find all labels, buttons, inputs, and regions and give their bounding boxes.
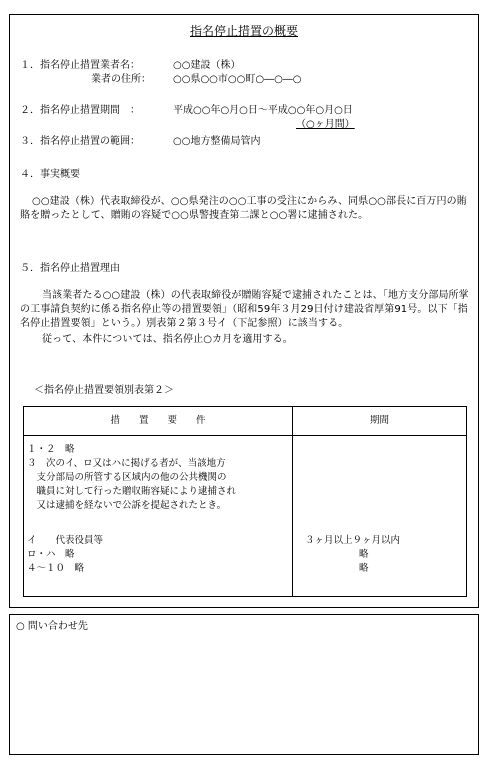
contact-label: ○ 問い合わせ先 [16, 621, 88, 632]
item1-value: ○○建設（株） [173, 60, 241, 71]
item5-text1: 当該業者たる○○建設（株）の代表取締役が贈賄容疑で逮捕されたことは、「地方支分部局所掌の工事請負契約に係る指名停止等の措置要領」（昭和59年３月29日付け建設省厚第91号。以下「指名停止措置要領」という。）別表第２第３号イ（下記参照）に該当する。 [20, 290, 469, 329]
req-line: 職員に対して行った贈収賄容疑により逮捕され [27, 486, 237, 497]
header-requirements: 措 置 要 件 [24, 407, 293, 436]
requirements-table [23, 406, 467, 597]
item5-text2: 従って、本件については、指名停止○カ月を適用する。 [42, 334, 293, 345]
req-line: ３ 次のイ、ロ又はハに掲げる者が、当該地方 [27, 458, 226, 469]
table-row [24, 436, 467, 597]
item3-value: ○○地方整備局管内 [173, 136, 261, 147]
req-line: １・２ 略 [27, 444, 75, 455]
req-line: 又は逮捕を経ないで公訴を提起されたとき。 [27, 500, 227, 511]
item4-label: ４．事実概要 [20, 169, 80, 180]
item2-label: ２．指名停止措置期間 ： [20, 105, 140, 116]
page-title: 指名停止措置の概要 [189, 24, 298, 38]
item1-address-label: 業者の住所： [91, 74, 151, 85]
item2-months: （○ヶ月間） [296, 119, 355, 130]
req-line: ロ・ハ 略 [27, 549, 75, 560]
period-line: 略 [359, 563, 369, 574]
item1-label: １．指名停止措置業者名： [20, 60, 140, 71]
req-line: ４～１０ 略 [27, 563, 85, 574]
period-line: 略 [359, 549, 369, 560]
summary-box [9, 14, 479, 608]
header-period: 期間 [293, 407, 467, 436]
item1-address-value: ○○県○○市○○町○―○―○ [173, 74, 302, 85]
period-cell [293, 436, 467, 597]
table-header-row [24, 407, 467, 436]
contact-box [9, 614, 479, 755]
period-line: ３ヶ月以上９ヶ月以内 [305, 535, 401, 546]
item3-label: ３．指名停止措置の範囲： [20, 136, 140, 147]
item5-label: ５．指名停止措置理由 [20, 263, 120, 274]
requirements-cell [24, 436, 293, 597]
item4-text: ○○建設（株）代表取締役が、○○県発注の○○工事の受注にからみ、同県○○部長に百万円の賄賂を贈ったとして、贈賄の容疑で○○県警捜査第二課と○○署に逮捕された。 [20, 196, 467, 221]
req-line: イ 代表役員等 [27, 535, 104, 546]
table-caption: ＜指名停止措置要領別表第２＞ [34, 385, 174, 396]
item2-value: 平成○○年○月○日～平成○○年○月○日 [173, 105, 353, 116]
req-line: 支分部局の所管する区域内の他の公共機関の [27, 472, 227, 483]
